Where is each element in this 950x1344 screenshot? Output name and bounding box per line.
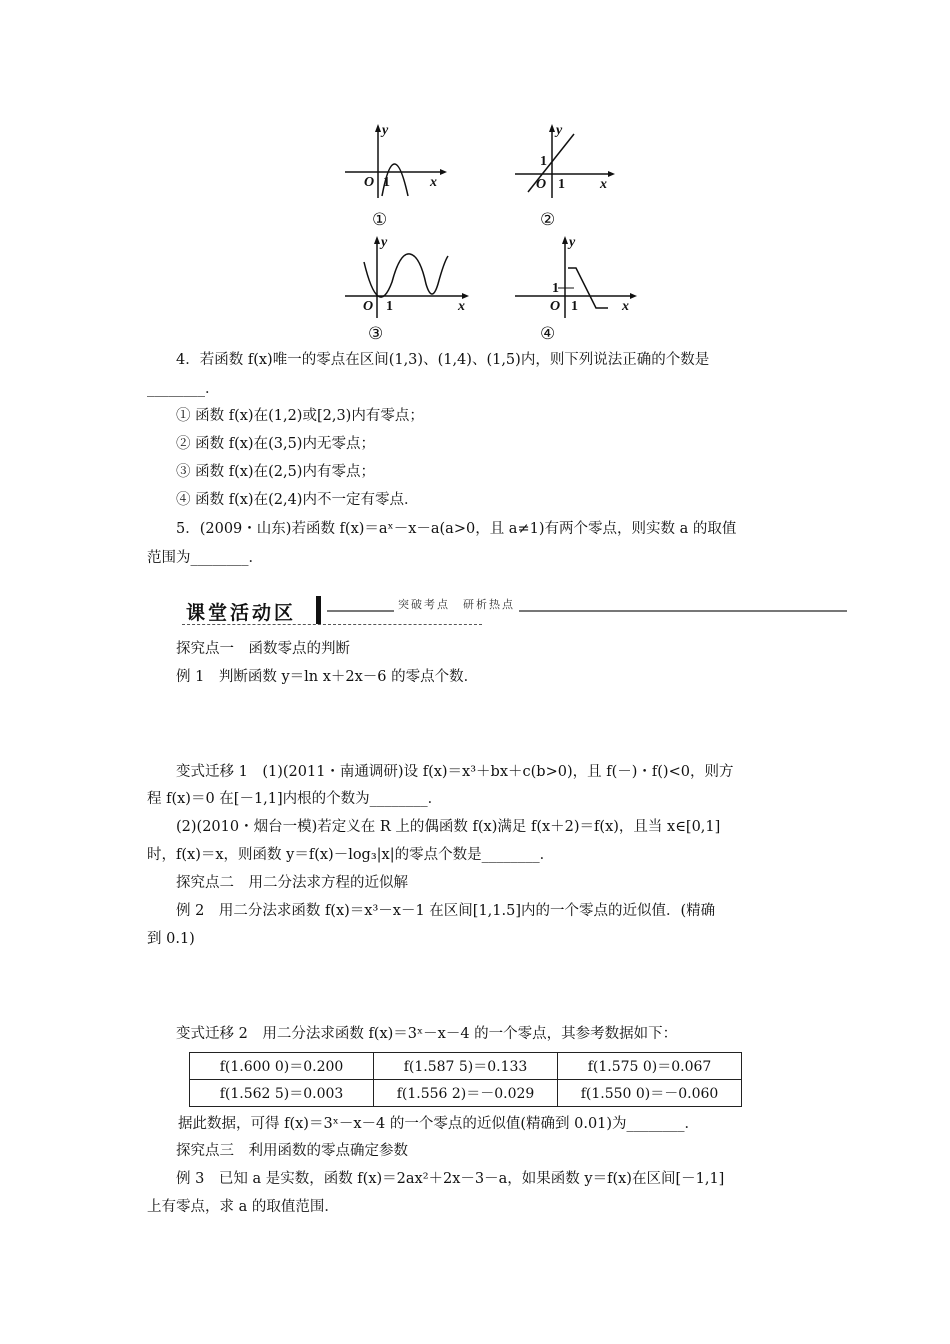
graph-3-caption: ③ <box>368 324 384 344</box>
graph-1-svg <box>340 120 450 200</box>
table-cell: f(1.550 0)＝－0.060 <box>558 1080 742 1107</box>
graph-2-caption: ② <box>540 210 556 230</box>
example-3-line-2: 上有零点，求 a 的取值范围． <box>147 1199 339 1215</box>
graph-3-one: 1 <box>386 299 393 314</box>
graph-1-y-label: y <box>382 123 389 138</box>
explore-point-3-heading: 探究点三 利用函数的零点确定参数 <box>176 1143 408 1159</box>
example-3-line-1: 例 3 已知 a 是实数，函数 f(x)＝2ax²＋2x－3－a，如果函数 y＝f(x)在区间[－1,1] <box>176 1171 725 1187</box>
example-2-line-2: 到 0.1) <box>147 931 195 947</box>
graph-3-y-label: y <box>381 235 388 250</box>
variant-2-line-1: 变式迁移 2 用二分法求函数 f(x)＝3ˣ－x－4 的一个零点，其参考数据如下： <box>176 1026 678 1042</box>
graph-3-origin: O <box>363 299 374 314</box>
section-banner-title: 课堂活动区 <box>186 602 297 624</box>
table-cell: f(1.562 5)＝0.003 <box>190 1080 374 1107</box>
variant-1-line-4: 时，f(x)＝x，则函数 y＝f(x)－log₃|x|的零点个数是________． <box>147 847 555 863</box>
example-2-line-1: 例 2 用二分法求函数 f(x)＝x³－x－1 在区间[1,1.5]内的一个零点的近似值．(精确 <box>176 903 716 919</box>
table-row <box>190 1053 742 1080</box>
graph-4 <box>510 232 650 320</box>
table-cell: f(1.600 0)＝0.200 <box>190 1053 374 1080</box>
graph-1-origin: O <box>364 175 375 190</box>
graph-2-x-label: x <box>600 177 607 192</box>
problem-4-option-3: ③ 函数 f(x)在(2,5)内有零点； <box>176 464 375 480</box>
graph-1 <box>340 120 450 200</box>
graph-4-y-label: y <box>569 235 576 250</box>
graph-3-x-label: x <box>458 299 465 314</box>
graph-1-caption: ① <box>372 210 388 230</box>
example-1: 例 1 判断函数 y＝ln x＋2x－6 的零点个数． <box>176 669 479 685</box>
graph-4-one-y: 1 <box>552 281 559 296</box>
problem-4-line-1: 4．若函数 f(x)唯一的零点在区间(1,3)、(1,4)、(1,5)内，则下列说法正确的个数是 <box>176 352 710 368</box>
problem-4-line-2: ________． <box>147 381 220 397</box>
graph-1-one: 1 <box>383 175 390 190</box>
graph-2-one-y: 1 <box>540 154 547 169</box>
graph-2-svg <box>510 120 620 200</box>
problem-4-option-4: ④ 函数 f(x)在(2,4)内不一定有零点． <box>176 492 419 508</box>
graph-2-one-x: 1 <box>558 177 565 192</box>
table-row <box>190 1080 742 1107</box>
section-banner-subtitle: 突破考点 研析热点 <box>394 596 519 612</box>
graph-2-y-label: y <box>556 123 563 138</box>
explore-point-1-heading: 探究点一 函数零点的判断 <box>176 641 350 657</box>
problem-5-line-2: 范围为________． <box>147 550 263 566</box>
problem-4-option-1: ① 函数 f(x)在(1,2)或[2,3)内有零点； <box>176 408 424 424</box>
table-cell: f(1.556 2)＝－0.029 <box>374 1080 558 1107</box>
problem-4-option-2: ② 函数 f(x)在(3,5)内无零点； <box>176 436 375 452</box>
problem-5-line-1: 5．(2009・山东)若函数 f(x)＝aˣ－x－a(a>0，且 a≠1)有两个零点，则实数 a 的取值 <box>176 521 737 537</box>
graph-3 <box>340 232 480 320</box>
graph-2 <box>510 120 620 200</box>
section-banner <box>182 596 848 626</box>
table-cell: f(1.575 0)＝0.067 <box>558 1053 742 1080</box>
graph-4-origin: O <box>550 299 561 314</box>
variant-2-line-2: 据此数据，可得 f(x)＝3ˣ－x－4 的一个零点的近似值(精确到 0.01)为________． <box>178 1116 700 1132</box>
section-banner-dash <box>182 624 482 625</box>
graph-4-svg <box>510 232 650 320</box>
graph-4-caption: ④ <box>540 324 556 344</box>
graph-3-svg <box>340 232 480 320</box>
variant-1-line-1: 变式迁移 1 (1)(2011・南通调研)设 f(x)＝x³＋bx＋c(b>0)，且 f(－)・f()<0，则方 <box>176 764 734 780</box>
section-banner-bar <box>316 596 321 624</box>
graph-1-x-label: x <box>430 175 437 190</box>
variant-1-line-3: (2)(2010・烟台一模)若定义在 R 上的偶函数 f(x)满足 f(x＋2)＝f(x)，且当 x∈[0,1] <box>176 819 721 835</box>
table-cell: f(1.587 5)＝0.133 <box>374 1053 558 1080</box>
graph-2-origin: O <box>536 177 547 192</box>
explore-point-2-heading: 探究点二 用二分法求方程的近似解 <box>176 875 408 891</box>
reference-data-table <box>189 1052 742 1107</box>
graph-4-x-label: x <box>622 299 629 314</box>
variant-1-line-2: 程 f(x)＝0 在[－1,1]内根的个数为________． <box>147 791 443 807</box>
graph-4-one-x: 1 <box>571 299 578 314</box>
